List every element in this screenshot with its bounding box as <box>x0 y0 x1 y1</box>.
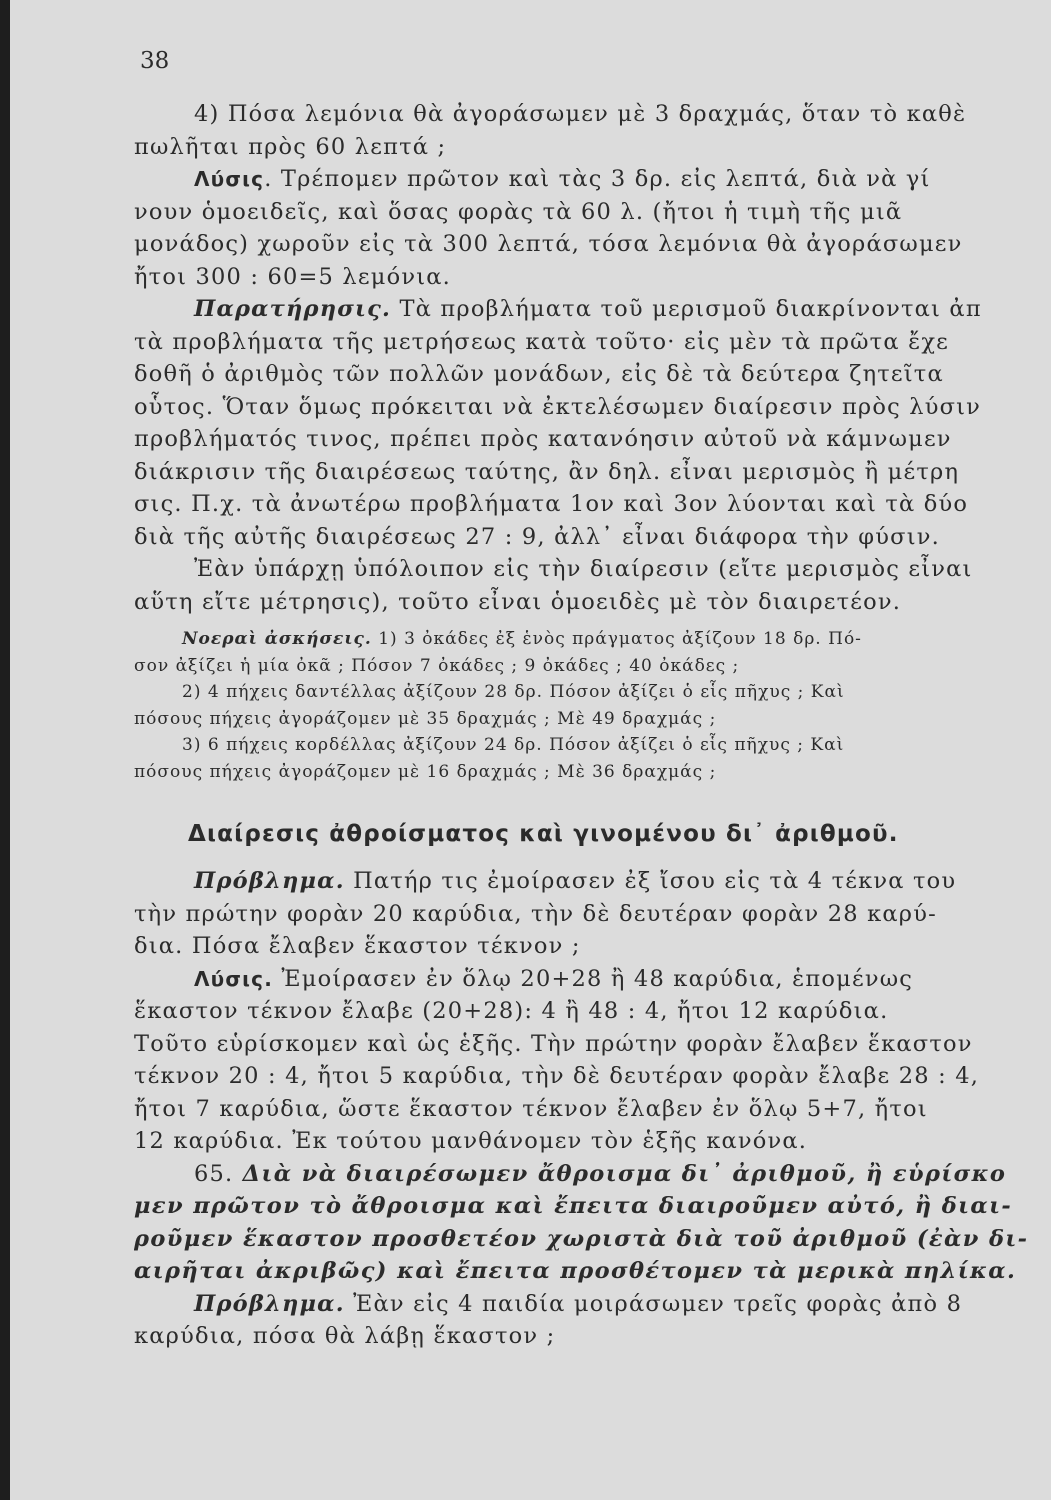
problem4-line-4: νουν ὁμοειδεῖς, καὶ ὅσας φορὰς τὰ 60 λ. (ἤτοι ἡ τιμὴ τῆς μιᾶ <box>134 198 903 225</box>
problem-a-line-2: τὴν πρώτην φορὰν 20 καρύδια, τὴν δὲ δευτέραν φορὰν 28 καρύ- <box>134 900 937 927</box>
problem4-solution-line <box>134 163 1051 196</box>
remark-line-4: οὗτος. Ὅταν ὅμως πρόκειται νὰ ἐκτελέσωμεν διαίρεσιν πρὸς λύσιν <box>134 393 982 420</box>
exercise-2-line-1: 2) 4 πήχεις δαντέλλας ἀξίζουν 28 δρ. Πόσον ἀξίζει ὁ εἷς πῆχυς ; Καὶ <box>182 682 845 702</box>
rule-65-text-1: Διὰ νὰ διαιρέσωμεν ἄθροισμα δι᾽ ἀριθμοῦ, ἢ εὑρίσκο <box>233 1160 1007 1187</box>
solution-label-2: Λύσις. <box>194 966 274 991</box>
rule-65-line-4: αιρῆται ἀκριβῶς) καὶ ἔπειτα προσθέτομεν τὰ μερικὰ πηλίκα. <box>134 1258 1017 1284</box>
exercise-2-line-2: πόσους πήχεις ἀγοράζομεν μὲ 35 δραχμάς ; Μὲ 49 δραχμάς ; <box>134 708 717 729</box>
remark-line-3: δοθῆ ὁ ἀριθμὸς τῶν πολλῶν μονάδων, εἰς δὲ τὰ δεύτερα ζητεῖτα <box>134 361 944 387</box>
page-number: 38 <box>140 48 170 74</box>
rule-65-line-2: μεν πρῶτον τὸ ἄθροισμα καὶ ἔπειτα διαιροῦμεν αὐτό, ἢ διαι- <box>134 1193 1013 1219</box>
problem-a-solution-4: τέκνον 20 : 4, ἤτοι 5 καρύδια, τὴν δὲ δευτέραν φορὰν ἔλαβε 28 : 4, <box>134 1063 980 1089</box>
remark-line-8: διὰ τῆς αὐτῆς διαιρέσεως 27 : 9, ἀλλ᾽ εἶναι διάφορα τὴν φύσιν. <box>134 523 940 550</box>
problem-a-text-1: Πατήρ τις ἐμοίρασεν ἐξ ἴσου εἰς τὰ 4 τέκνα του <box>344 868 957 894</box>
remark-line-7: σις. Π.χ. τὰ ἀνωτέρω προβλήματα 1ον καὶ 3ον λύονται καὶ τὰ δύο <box>134 491 969 517</box>
rule-number: 65. <box>194 1160 234 1187</box>
problem-a-solution-2: ἕκαστον τέκνον ἔλαβε (20+28): 4 ἢ 48 : 4, ἤτοι 12 καρύδια. <box>134 998 889 1024</box>
problem-a-solution-1: Ἐμοίρασεν ἐν ὅλῳ 20+28 ἢ 48 καρύδια, ἑπομένως <box>273 965 914 992</box>
problem-b-line-1 <box>134 1288 1051 1321</box>
remark-line-9: Ἐὰν ὑπάρχῃ ὑπόλοιπον εἰς τὴν διαίρεσιν (εἴτε μερισμὸς εἶναι <box>194 556 973 582</box>
rule-65-line-3: ροῦμεν ἕκαστον προσθετέον χωριστὰ διὰ τοῦ ἀριθμοῦ (ἐὰν δι- <box>134 1225 1029 1252</box>
section-heading: Διαίρεσις ἀθροίσματος καὶ γινομένου δι᾽ ἀριθμοῦ. <box>188 821 899 847</box>
problem-a-solution-line <box>134 963 1051 996</box>
problem4-line-1: 4) Πόσα λεμόνια θὰ ἀγοράσωμεν μὲ 3 δραχμάς, ὅταν τὸ καθὲ <box>194 101 967 127</box>
page-edge-shadow <box>0 0 10 1500</box>
problem-a-solution-5: ἤτοι 7 καρύδια, ὥστε ἕκαστον τέκνον ἔλαβεν ἐν ὅλῳ 5+7, ἤτοι <box>134 1095 928 1122</box>
problem4-line-6: ἤτοι 300 : 60=5 λεμόνια. <box>134 263 451 290</box>
problem-label-2: Πρόβλημα. <box>194 1290 345 1317</box>
problem-b-line-2: καρύδια, πόσα θὰ λάβῃ ἕκαστον ; <box>134 1323 556 1349</box>
remark-line-1 <box>134 293 1051 326</box>
exercise-1-line-1 <box>134 626 1051 653</box>
exercise-3-line-2: πόσους πήχεις ἀγοράζομεν μὲ 16 δραχμάς ; Μὲ 36 δραχμάς ; <box>134 761 717 782</box>
remark-label: Παρατήρησις. <box>194 296 392 322</box>
problem-a-line-3: δια. Πόσα ἔλαβεν ἕκαστον τέκνον ; <box>134 933 581 959</box>
exercise-1-text: 1) 3 ὀκάδες ἐξ ἑνὸς πράγματος ἀξίζουν 18 δρ. Πό- <box>371 629 862 649</box>
solution-label: Λύσις <box>194 167 265 191</box>
remark-line-5: προβλήματός τινος, πρέπει πρὸς κατανόησιν αὐτοῦ νὰ κάμνωμεν <box>134 426 952 452</box>
remark-text-1: Τὰ προβλήματα τοῦ μερισμοῦ διακρίνονται ἀπ <box>391 296 982 322</box>
remark-line-6: διάκρισιν τῆς διαιρέσεως ταύτης, ἂν δηλ. εἶναι μερισμὸς ἢ μέτρη <box>134 458 960 485</box>
exercises-label: Νοεραὶ ἀσκήσεις. <box>182 629 372 649</box>
remark-line-2: τὰ προβλήματα τῆς μετρήσεως κατὰ τοῦτο· εἰς μὲν τὰ πρῶτα ἔχε <box>134 328 950 355</box>
exercise-1-line-2: σον ἀξίζει ἡ μία ὀκᾶ ; Πόσον 7 ὀκάδες ; 9 ὀκάδες ; 40 ὀκάδες ; <box>134 655 740 676</box>
problem-a-solution-6: 12 καρύδια. Ἐκ τούτου μανθάνομεν τὸν ἑξῆς κανόνα. <box>134 1128 808 1154</box>
exercise-3-line-1: 3) 6 πήχεις κορδέλλας ἀξίζουν 24 δρ. Πόσον ἀξίζει ὁ εἷς πῆχυς ; Καὶ <box>182 735 845 755</box>
problem4-line-5: μονάδος) χωροῦν εἰς τὰ 300 λεπτά, τόσα λεμόνια θὰ ἀγοράσωμεν <box>134 231 963 257</box>
page-body <box>134 98 1051 1353</box>
problem-b-text-1: Ἐὰν εἰς 4 παιδία μοιράσωμεν τρεῖς φορὰς ἀπὸ 8 <box>344 1290 963 1317</box>
problem4-line-2: πωλῆται πρὸς 60 λεπτά ; <box>134 133 447 160</box>
problem-a-solution-3: Τοῦτο εὑρίσκομεν καὶ ὡς ἑξῆς. Τὴν πρώτην φορὰν ἔλαβεν ἕκαστον <box>134 1030 973 1057</box>
rule-65-line-1 <box>134 1158 1051 1191</box>
remark-line-10: αὕτη εἴτε μέτρησις), τοῦτο εἶναι ὁμοειδὲς μὲ τὸν διαιρετέον. <box>134 588 902 615</box>
problem-label: Πρόβλημα. <box>194 868 345 894</box>
problem4-line-3: . Τρέπομεν πρῶτον καὶ τὰς 3 δρ. εἰς λεπτά, διὰ νὰ γί <box>264 166 931 192</box>
problem-a-line-1 <box>134 865 1051 898</box>
